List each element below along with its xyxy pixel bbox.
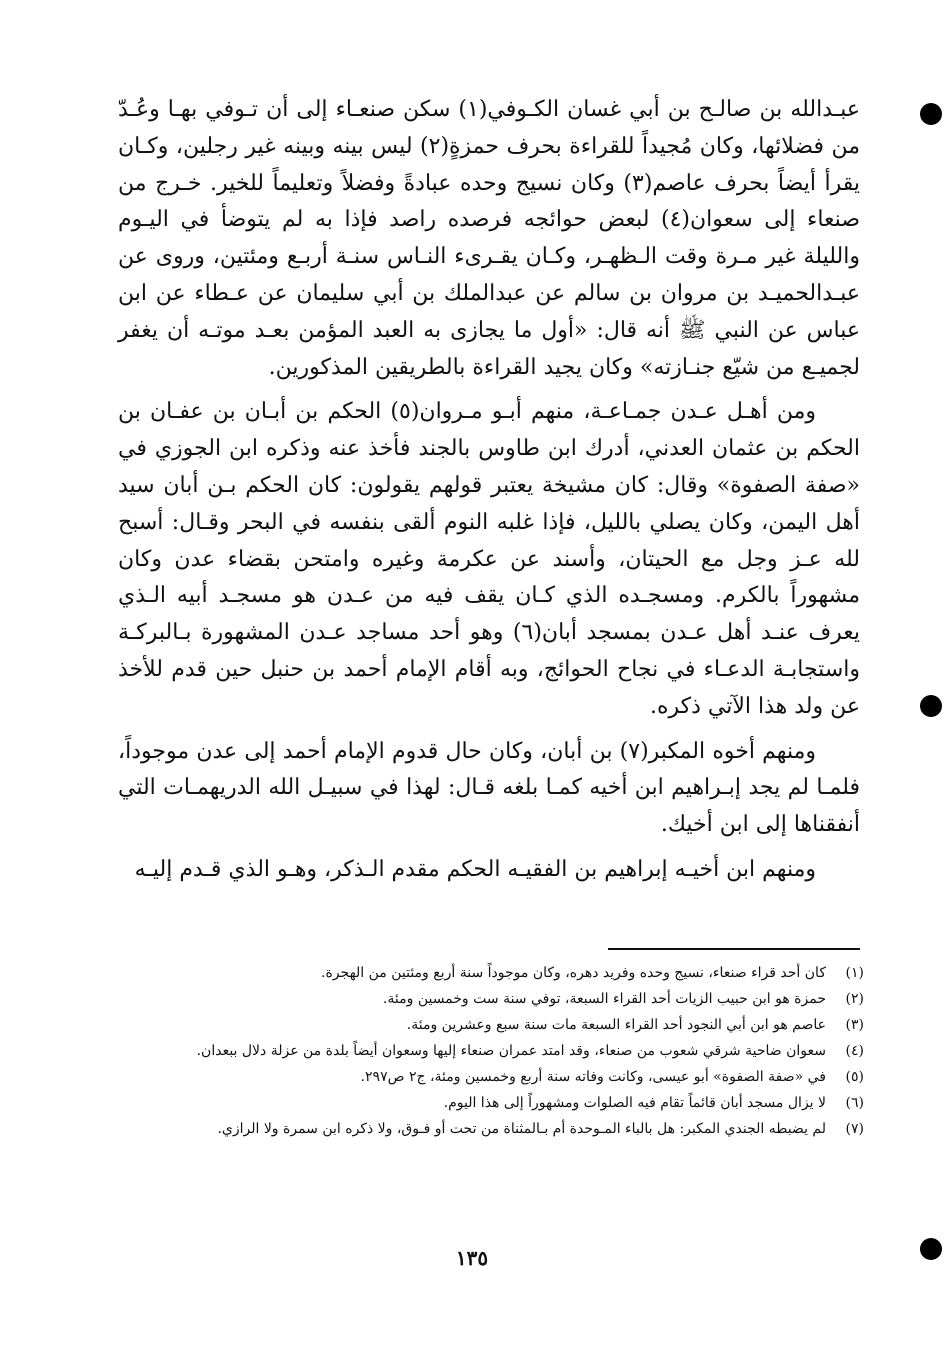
footnote bbox=[120, 1118, 864, 1140]
paragraph-abdullah: عبـدالله بن صالـح بن أبي غسان الكـوفي(١) سكن صنعـاء إلى أن تـوفي بهـا وعُـدّ من فضلائها، وكان مُجيداً للقراءة بحرف حمزةٍ(٢) ليس بينه وبينه غير رجلين، وكـان يقرأ أيضاً بحرف عاصم(٣) وكان نسيج وحده عبادةً وفضلاً وتعليماً للخير. خـرج من صنعاء إلى سعوان(٤) لبعض حوائجه فرصده راصد فإذا به لم يتوضأ في اليـوم والليلة غير مـرة وقت الـظهـر، وكـان يقـرىء النـاس سنـة أربـع ومئتين، وروى عن عبـدالحميـد بن مروان بن سالم عن عبدالملك بن أبي سليمان عن عـطاء عن ابن عباس عن النبي ﷺ أنه قال: «أول ما يجازى به العبد المؤمن بعـد موتـه أن يغفر لجميـع من شيّع جنـازته» وكان يجيد القراءة بالطريقين المذكورين. bbox=[118, 97, 861, 380]
paragraph-ibrahim: ومنهم ابن أخيـه إبراهيم بن الفقيـه الحكم مقدم الـذكر، وهـو الذي قـدم إليـه bbox=[134, 856, 816, 882]
paragraph-almukabbir: ومنهم أخوه المكبر(٧) بن أبان، وكان حال قدوم الإمام أحمد إلى عدن موجوداً، فلمـا لم يجد إبـراهيم ابن أخيه كمـا بلغه قـال: لهذا في سبيـل الله الدريهمـات التي أنفقناها إلى ابن أخيك. bbox=[118, 738, 860, 838]
footnote-number: (٣) bbox=[845, 1017, 864, 1033]
footnote-text: لم يضبطه الجندي المكبر: هل بالباء المـوحدة أم بـالمثناة من تحت أو فـوق، ولا ذكره ابن سمرة ولا الرازي. bbox=[217, 1121, 826, 1137]
footnote-text: سعوان ضاحية شرقي شعوب من صنعاء، وقد امتد عمران صنعاء إليها وسعوان أيضاً بلدة من عزلة دلال ببعدان. bbox=[196, 1043, 826, 1059]
footnote-text: حمزة هو ابن حبيب الزيات أحد القراء السبعة، توفي سنة ست وخمسين ومئة. bbox=[382, 991, 826, 1007]
margin-dot-middle bbox=[920, 695, 942, 717]
main-text bbox=[118, 92, 860, 889]
footnote-text: في «صفة الصفوة» أبو عيسى، وكانت وفاته سنة أربع وخمسين ومئة، ج٢ ص٢٩٧. bbox=[360, 1069, 826, 1085]
footnote bbox=[120, 1092, 864, 1114]
paragraph-aden-people: ومن أهـل عـدن جمـاعـة، منهم أبـو مـروان(٥) الحكم بن أبـان بن عفـان بن الحكم بن عثمان العدني، أدرك ابن طاوس بالجند فأخذ عنه وذكره ابن الجوزي في «صفة الصفوة» وقال: كان مشيخة يعتبر قولهم يقولون: كان الحكم بـن أبان سيد أهل اليمن، وكان يصلي بالليل، فإذا غلبه النوم ألقى بنفسه في البحر وقـال: أسبح لله عـز وجل مع الحيتان، وأسند عن عكرمة وغيره وامتحن بقضاء عدن وكان مشهوراً بالكرم. ومسجـده الذي كـان يقف فيه من عـدن هو مسجـد أبيه الـذي يعرف عنـد أهل عـدن بمسجد أبان(٦) وهو أحد مساجد عـدن المشهورة بـالبركـة واستجابـة الدعـاء في نجاح الحوائج، وبه أقام الإمام أحمد بن حنبل حين قدم للأخذ عن ولد هذا الآتي ذكره. bbox=[118, 399, 861, 719]
footnote-text: كان أحد قراء صنعاء، نسيج وحده وفريد دهره، وكان موجوداً سنة أربع ومئتين من الهجرة. bbox=[321, 965, 826, 981]
footnote-text: لا يزال مسجد أبان قائماً تقام فيه الصلوات ومشهوراً إلى هذا اليوم. bbox=[443, 1095, 826, 1111]
footnote bbox=[120, 1040, 864, 1062]
margin-dot-bottom bbox=[920, 1238, 942, 1260]
footnote-text: عاصم هو ابن أبي النجود أحد القراء السبعة مات سنة سبع وعشرين ومئة. bbox=[406, 1017, 826, 1033]
footnote-number: (١) bbox=[845, 965, 864, 981]
page-number: ١٣٥ bbox=[455, 1246, 489, 1270]
footnote-separator bbox=[608, 948, 860, 950]
footnote-number: (٧) bbox=[845, 1121, 864, 1137]
footnote bbox=[120, 962, 864, 984]
footnote-number: (٤) bbox=[845, 1043, 864, 1059]
footnote-number: (٥) bbox=[845, 1069, 864, 1085]
footnote-number: (٢) bbox=[845, 991, 864, 1007]
footnote bbox=[120, 988, 864, 1010]
footnotes bbox=[120, 962, 864, 1144]
footnote bbox=[120, 1014, 864, 1036]
footnote-number: (٦) bbox=[845, 1095, 864, 1111]
footnote bbox=[120, 1066, 864, 1088]
margin-dot-top bbox=[920, 103, 942, 125]
